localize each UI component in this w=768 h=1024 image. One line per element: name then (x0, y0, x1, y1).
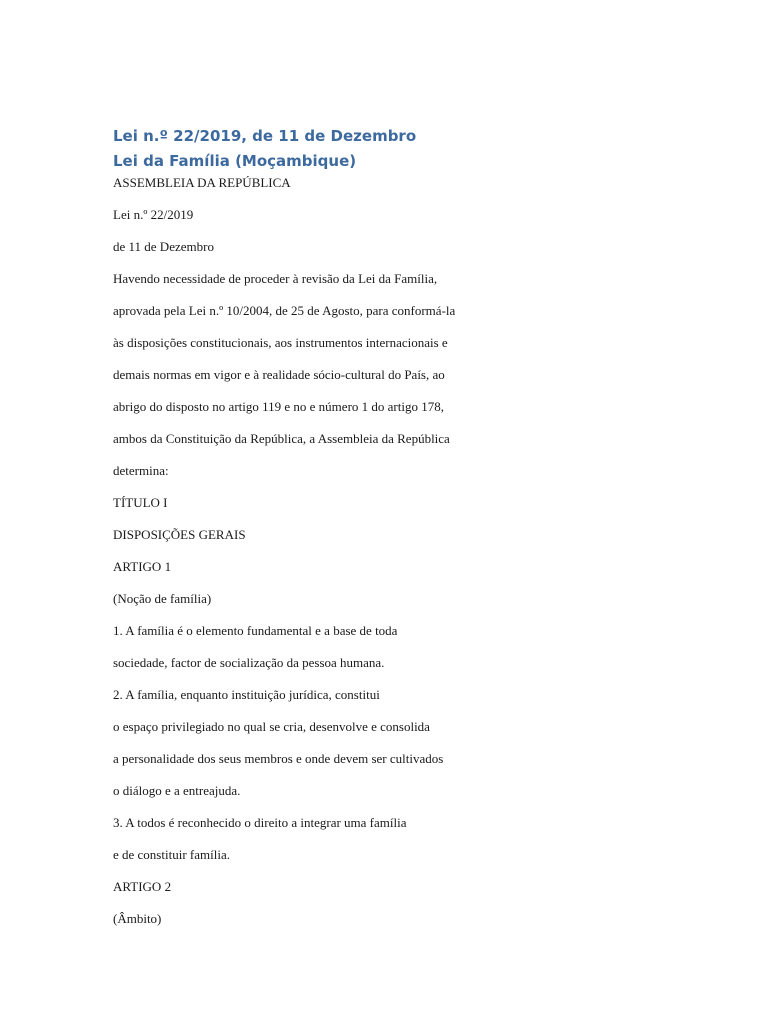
text-line: o diálogo e a entreajuda. (113, 783, 241, 798)
text-line: abrigo do disposto no artigo 119 e no e número 1 do artigo 178, (113, 399, 444, 414)
text-line: sociedade, factor de socialização da pessoa humana. (113, 655, 385, 670)
text-line: Lei n.º 22/2019 (113, 207, 194, 222)
text-line: 2. A família, enquanto instituição jurídica, constitui (113, 687, 380, 702)
text-line: às disposições constitucionais, aos instrumentos internacionais e (113, 335, 448, 350)
text-line: determina: (113, 463, 169, 478)
text-line: DISPOSIÇÕES GERAIS (113, 527, 246, 542)
text-line: aprovada pela Lei n.º 10/2004, de 25 de Agosto, para conformá-la (113, 303, 456, 318)
text-line: ASSEMBLEIA DA REPÚBLICA (113, 175, 291, 190)
text-line: Havendo necessidade de proceder à revisão da Lei da Família, (113, 271, 438, 286)
text-line: ARTIGO 1 (113, 559, 172, 574)
text-line: de 11 de Dezembro (113, 239, 214, 254)
text-line: o espaço privilegiado no qual se cria, desenvolve e consolida (113, 719, 430, 734)
document-body (113, 174, 533, 942)
text-line: (Âmbito) (113, 911, 162, 926)
text-line: demais normas em vigor e à realidade sócio-cultural do País, ao (113, 367, 445, 382)
document-title: Lei n.º 22/2019, de 11 de Dezembro (113, 127, 417, 145)
text-line: 1. A família é o elemento fundamental e a base de toda (113, 623, 398, 638)
document-subtitle: Lei da Família (Moçambique) (113, 152, 357, 170)
text-line: (Noção de família) (113, 591, 212, 606)
text-line: TÍTULO I (113, 495, 168, 510)
text-line: ambos da Constituição da República, a Assembleia da República (113, 431, 450, 446)
text-line: 3. A todos é reconhecido o direito a integrar uma família (113, 815, 407, 830)
text-line: a personalidade dos seus membros e onde devem ser cultivados (113, 751, 444, 766)
text-line: e de constituir família. (113, 847, 230, 862)
document-content (113, 124, 533, 942)
text-line: ARTIGO 2 (113, 879, 172, 894)
